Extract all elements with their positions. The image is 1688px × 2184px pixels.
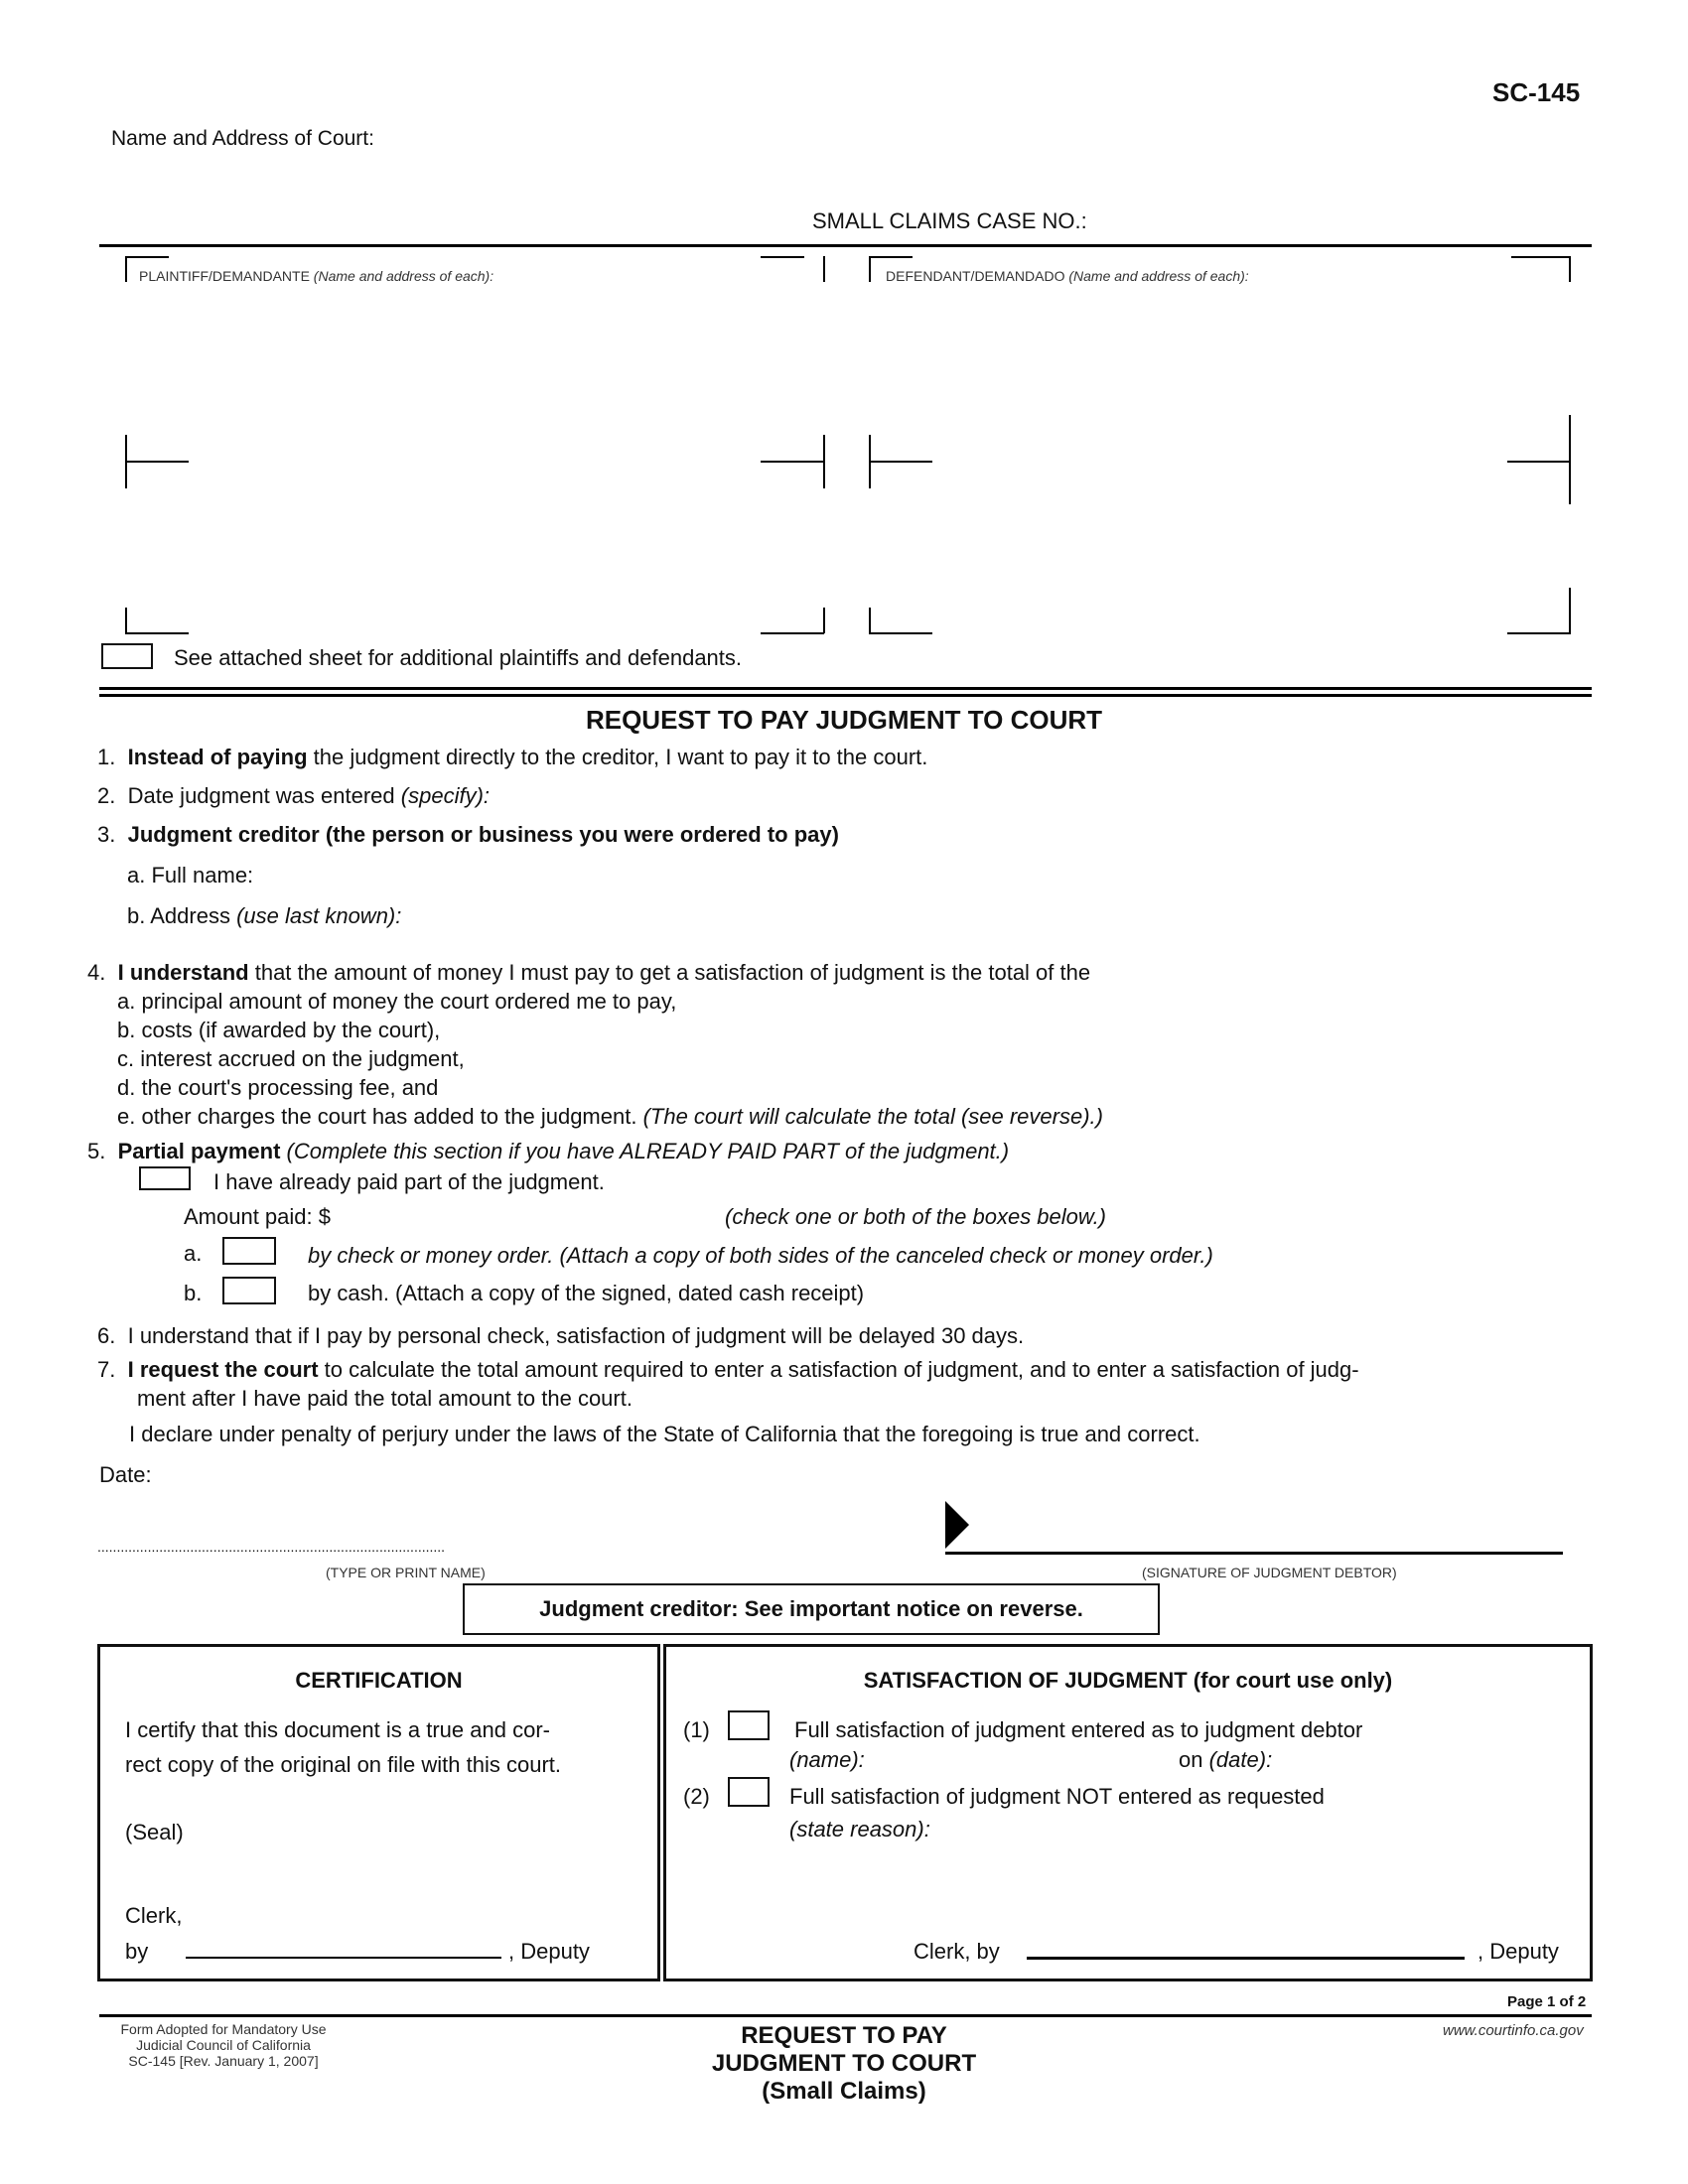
item-4d: d. the court's processing fee, and bbox=[117, 1075, 439, 1100]
print-name-input[interactable] bbox=[99, 1519, 710, 1549]
item-3: 3. Judgment creditor (the person or business you were ordered to pay) bbox=[97, 822, 839, 847]
signature-arrow-icon bbox=[945, 1501, 969, 1549]
satisfaction-deputy-line bbox=[1027, 1957, 1465, 1960]
certification-deputy-line bbox=[186, 1957, 501, 1959]
date-label: Date: bbox=[99, 1462, 152, 1487]
check-money-order-checkbox[interactable] bbox=[222, 1237, 276, 1265]
form-title: REQUEST TO PAY JUDGMENT TO COURT bbox=[585, 705, 1103, 735]
option-1-number: (1) bbox=[683, 1717, 710, 1742]
paid-part-checkbox[interactable] bbox=[139, 1166, 191, 1190]
website-link[interactable]: www.courtinfo.ca.gov bbox=[1443, 2022, 1584, 2039]
court-name-input[interactable] bbox=[111, 154, 707, 208]
footer-divider bbox=[99, 2014, 1592, 2017]
declaration: I declare under penalty of perjury under the laws of the State of California that the foregoing is true and correct. bbox=[129, 1422, 1200, 1446]
print-name-dotted-line: .......................................................................................... bbox=[97, 1539, 446, 1555]
debtor-name-input[interactable] bbox=[879, 1744, 1177, 1770]
amount-paid-hint: (check one or both of the boxes below.) bbox=[725, 1204, 1107, 1229]
item-4a: a. principal amount of money the court ordered me to pay, bbox=[117, 989, 677, 1014]
item-7-continued: ment after I have paid the total amount to the court. bbox=[137, 1386, 633, 1411]
certification-deputy-label: , Deputy bbox=[508, 1939, 590, 1964]
creditor-address-label: b. Address (use last known): bbox=[127, 903, 402, 928]
item-4c: c. interest accrued on the judgment, bbox=[117, 1046, 465, 1071]
judgment-date-input[interactable] bbox=[447, 780, 844, 808]
double-divider-top bbox=[99, 687, 1592, 690]
attached-sheet-label: See attached sheet for additional plaintiffs and defendants. bbox=[174, 645, 743, 670]
case-number-input[interactable] bbox=[1122, 204, 1579, 237]
option-1-date-label: on (date): bbox=[1179, 1747, 1273, 1772]
attached-sheet-checkbox[interactable] bbox=[101, 643, 153, 669]
form-adopted-info: Form Adopted for Mandatory Use Judicial Council of California SC-145 [Rev. January 1, 2007] bbox=[120, 2021, 327, 2069]
signature-input[interactable] bbox=[978, 1509, 1559, 1549]
creditor-address-input[interactable] bbox=[457, 899, 1350, 927]
satisfaction-date-input[interactable] bbox=[1296, 1744, 1574, 1770]
option-2-number: (2) bbox=[683, 1784, 710, 1809]
item-2: 2. Date judgment was entered (specify): bbox=[97, 783, 491, 808]
certification-line-1: I certify that this document is a true and cor- bbox=[125, 1717, 550, 1742]
satisfaction-deputy-input[interactable] bbox=[1029, 1928, 1462, 1956]
notice-box bbox=[463, 1583, 1160, 1635]
notice-text: Judgment creditor: See important notice on reverse. bbox=[539, 1596, 1083, 1621]
signature-caption: (SIGNATURE OF JUDGMENT DEBTOR) bbox=[1142, 1565, 1397, 1580]
satisfaction-clerk-by: Clerk, by bbox=[914, 1939, 1000, 1964]
reason-input[interactable] bbox=[953, 1815, 1569, 1904]
plaintiff-label: PLAINTIFF/DEMANDANTE (Name and address of each): bbox=[139, 268, 494, 284]
clerk-label: Clerk, bbox=[125, 1903, 183, 1928]
certification-line-2: rect copy of the original on file with this court. bbox=[125, 1752, 561, 1777]
plaintiff-input[interactable] bbox=[139, 293, 804, 620]
footer-title: REQUEST TO PAY JUDGMENT TO COURT (Small Claims) bbox=[711, 2022, 977, 2105]
certification-title: CERTIFICATION bbox=[295, 1668, 463, 1693]
option-a-letter: a. bbox=[184, 1241, 203, 1266]
defendant-input[interactable] bbox=[886, 293, 1551, 620]
option-b-letter: b. bbox=[184, 1281, 203, 1305]
not-entered-checkbox[interactable] bbox=[728, 1777, 770, 1807]
check-money-order-label: by check or money order. (Attach a copy of both sides of the canceled check or money order.) bbox=[308, 1243, 1213, 1268]
double-divider-bottom bbox=[99, 694, 1592, 697]
signature-line bbox=[945, 1552, 1563, 1555]
item-1: 1. Instead of paying the judgment directly to the creditor, I want to pay it to the court. bbox=[97, 745, 928, 769]
option-2-label: Full satisfaction of judgment NOT entered as requested bbox=[789, 1784, 1325, 1809]
seal-label: (Seal) bbox=[125, 1820, 184, 1844]
option-1-label: Full satisfaction of judgment entered as to judgment debtor bbox=[794, 1717, 1363, 1742]
court-name-label: Name and Address of Court: bbox=[111, 127, 374, 150]
item-5: 5. Partial payment (Complete this section if you have ALREADY PAID PART of the judgment.) bbox=[87, 1139, 1010, 1163]
certification-deputy-input[interactable] bbox=[189, 1928, 498, 1956]
item-4e: e. other charges the court has added to the judgment. (The court will calculate the total (see reverse).) bbox=[117, 1104, 1103, 1129]
creditor-name-label: a. Full name: bbox=[127, 863, 254, 887]
item-7: 7. I request the court to calculate the total amount required to enter a satisfaction of judgment, and to enter a satisfaction of judg- bbox=[97, 1357, 1359, 1382]
creditor-name-input[interactable] bbox=[283, 860, 1177, 887]
by-label: by bbox=[125, 1939, 149, 1964]
satisfaction-title: SATISFACTION OF JUDGMENT (for court use only) bbox=[863, 1668, 1393, 1693]
full-satisfaction-checkbox[interactable] bbox=[728, 1710, 770, 1740]
date-input[interactable] bbox=[169, 1459, 467, 1487]
item-6: 6. I understand that if I pay by personal check, satisfaction of judgment will be delayed 30 days. bbox=[97, 1323, 1025, 1348]
form-number: SC-145 bbox=[1492, 77, 1581, 107]
item-4: 4. I understand that the amount of money I must pay to get a satisfaction of judgment is the total of the bbox=[87, 960, 1091, 985]
case-number-label: SMALL CLAIMS CASE NO.: bbox=[812, 208, 1087, 233]
amount-paid-input[interactable] bbox=[352, 1201, 700, 1229]
amount-paid-label: Amount paid: $ bbox=[184, 1204, 331, 1229]
option-2-reason-label: (state reason): bbox=[789, 1817, 930, 1842]
cash-checkbox[interactable] bbox=[222, 1277, 276, 1304]
cash-label: by cash. (Attach a copy of the signed, dated cash receipt) bbox=[308, 1281, 865, 1305]
satisfaction-deputy-label: , Deputy bbox=[1477, 1939, 1559, 1964]
item-4b: b. costs (if awarded by the court), bbox=[117, 1018, 441, 1042]
print-name-caption: (TYPE OR PRINT NAME) bbox=[326, 1565, 486, 1580]
page-number: Page 1 of 2 bbox=[1507, 1993, 1587, 2010]
defendant-label: DEFENDANT/DEMANDADO (Name and address of each): bbox=[886, 268, 1249, 284]
paid-part-label: I have already paid part of the judgment. bbox=[213, 1169, 605, 1194]
option-1-name-label: (name): bbox=[789, 1747, 865, 1772]
header-divider bbox=[99, 244, 1592, 247]
